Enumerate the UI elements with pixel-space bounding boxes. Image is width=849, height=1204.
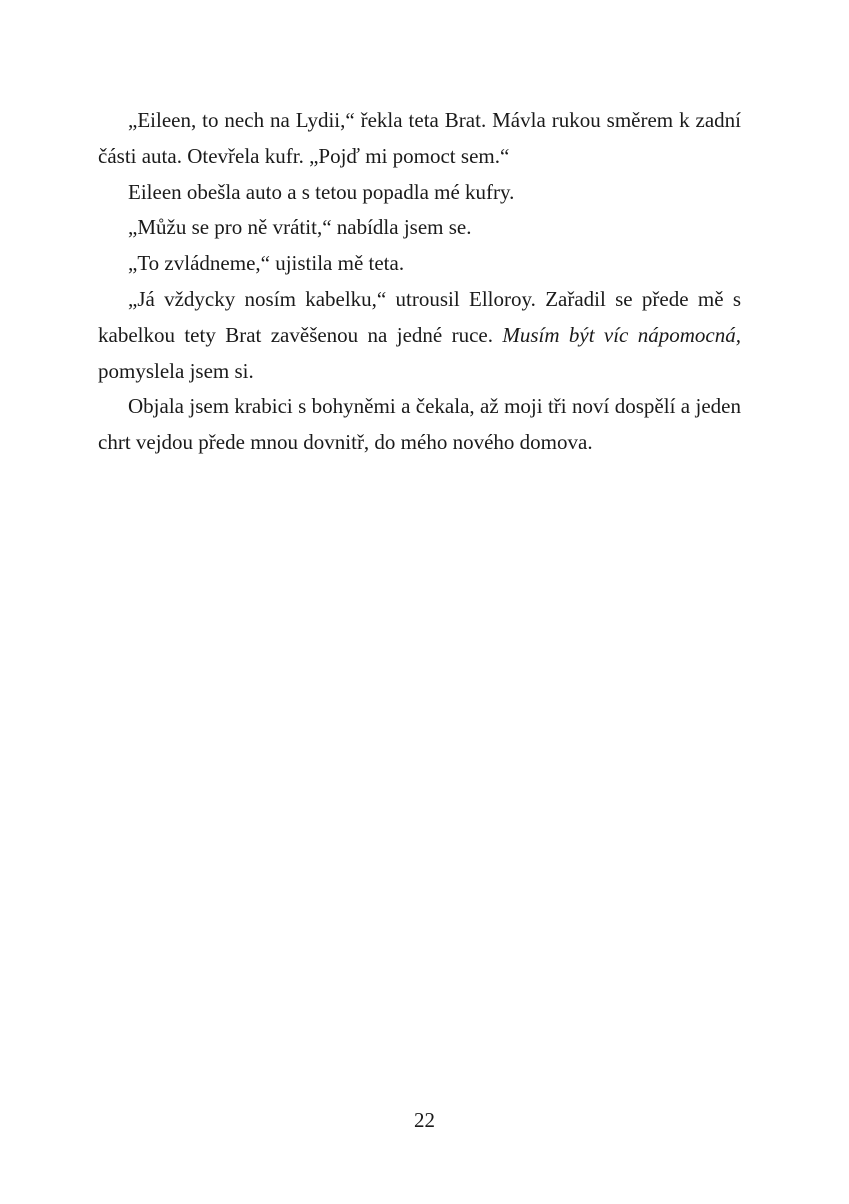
page-number: 22 [414, 1108, 435, 1132]
paragraph [98, 282, 741, 389]
paragraph-text: „Já vždycky nosím kabelku,“ utrousil Elloroy. Zařadil se přede mě s kabelkou tety Brat zavěšenou na jedné ruce. [98, 286, 741, 347]
body-text [98, 103, 741, 461]
paragraph: Eileen obešla auto a s tetou popadla mé kufry. [128, 179, 515, 204]
paragraph: Objala jsem krabici s bohyněmi a čekala, až moji tři noví dospělí a jeden chrt vejdou přede mnou dovnitř, do mého nového domova. [98, 394, 741, 455]
paragraph-text: pomyslela jsem si. [98, 358, 254, 383]
paragraph: „Můžu se pro ně vrátit,“ nabídla jsem se. [128, 215, 472, 240]
paragraph: „To zvládneme,“ ujistila mě teta. [128, 251, 405, 276]
paragraph: „Eileen, to nech na Lydii,“ řekla teta Brat. Mávla rukou směrem k zadní části auta. Otevřela kufr. „Pojď mi pomoct sem.“ [98, 108, 741, 168]
italic-thought: Musím být víc nápomocná, [502, 322, 741, 347]
